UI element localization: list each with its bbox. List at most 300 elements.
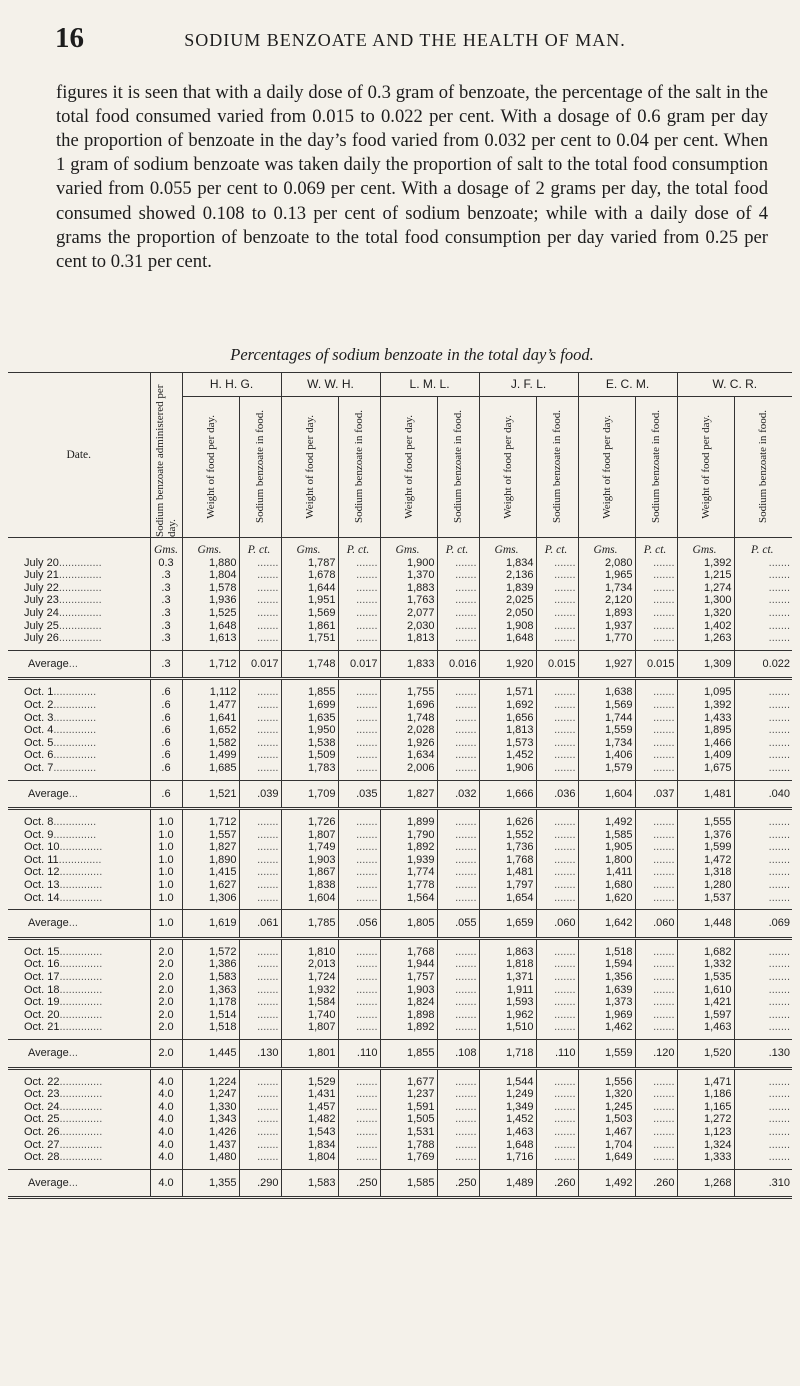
dot-leader: ....... (257, 841, 279, 854)
weight-cell: 1,678 (281, 569, 338, 582)
average-weight: 1,659 (479, 910, 536, 939)
percent-cell-empty (338, 829, 380, 842)
percent-cell-empty (635, 1021, 677, 1039)
date-value: Oct. 5 (24, 736, 54, 749)
dot-leader: ....... (554, 711, 576, 724)
average-percent: .120 (635, 1040, 677, 1069)
dot-leader: ....... (455, 983, 477, 996)
weight-cell: 1,518 (182, 1021, 239, 1039)
average-weight: 1,309 (677, 650, 734, 679)
weight-cell: 1,514 (182, 1009, 239, 1022)
dot-leader: ....... (257, 556, 279, 569)
dot-leader: ....... (455, 1075, 477, 1088)
percent-cell-empty (536, 607, 578, 620)
weight-cell: 1,692 (479, 699, 536, 712)
dot-leader: ....... (554, 724, 576, 737)
dot-leader: .............. (59, 1100, 103, 1113)
dot-leader: ....... (356, 686, 378, 699)
average-percent: 0.015 (536, 650, 578, 679)
percent-cell-empty (437, 724, 479, 737)
dot-leader: ....... (554, 828, 576, 841)
percent-cell-empty (734, 996, 792, 1009)
weight-cell: 1,599 (677, 841, 734, 854)
weight-header (281, 397, 338, 538)
weight-cell: 1,768 (380, 938, 437, 958)
dot-leader: ....... (356, 1125, 378, 1138)
dot-leader: ....... (653, 1088, 675, 1101)
dot-leader: ....... (554, 1008, 576, 1021)
dose-cell: 1.0 (150, 809, 182, 829)
date-value: Oct. 19 (24, 996, 60, 1009)
dot-leader: ....... (554, 958, 576, 971)
percent-cell-empty (635, 569, 677, 582)
header-row-subjects (8, 373, 792, 397)
dot-leader: .............. (59, 866, 103, 879)
percent-cell-empty (338, 679, 380, 699)
percent-cell-empty (635, 1101, 677, 1114)
dot-leader: ....... (356, 958, 378, 971)
percent-cell-empty (239, 879, 281, 892)
dot-leader: ....... (257, 686, 279, 699)
dot-leader: ....... (455, 828, 477, 841)
weight-cell: 1,544 (479, 1068, 536, 1088)
dot-leader: .............. (59, 945, 103, 958)
weight-cell: 1,356 (578, 971, 635, 984)
average-weight: 1,748 (281, 650, 338, 679)
dose-cell: 4.0 (150, 1088, 182, 1101)
weight-header-label: Weight of food per day. (501, 415, 514, 519)
date-cell (8, 1151, 150, 1169)
percent-cell-empty (338, 1021, 380, 1039)
benzoate-header-label: Sodium benzoate in food. (757, 410, 770, 524)
dot-leader: ....... (768, 853, 791, 866)
percent-cell-empty (239, 679, 281, 699)
dot-leader: .............. (59, 1008, 103, 1021)
dot-leader: ....... (356, 619, 378, 632)
table-row (8, 1113, 792, 1126)
dot-leader: ....... (653, 594, 675, 607)
percent-cell-empty (338, 971, 380, 984)
average-percent: .110 (536, 1040, 578, 1069)
percent-cell-empty (239, 1021, 281, 1039)
weight-cell: 1,824 (380, 996, 437, 1009)
date-value: Oct. 3 (24, 711, 54, 724)
dot-leader: ....... (768, 1138, 791, 1151)
dot-leader: ....... (768, 816, 791, 829)
weight-cell: 1,376 (677, 829, 734, 842)
percent-cell-empty (734, 749, 792, 762)
weight-cell: 1,797 (479, 879, 536, 892)
dot-leader: ....... (554, 606, 576, 619)
dot-leader: ....... (653, 866, 675, 879)
dot-leader: ....... (257, 619, 279, 632)
weight-cell: 1,591 (380, 1101, 437, 1114)
weight-cell: 1,499 (182, 749, 239, 762)
dot-leader: ....... (356, 569, 378, 582)
weight-cell: 1,363 (182, 984, 239, 997)
weight-cell: 1,903 (380, 984, 437, 997)
dot-leader: ....... (653, 711, 675, 724)
percent-cell-empty (338, 632, 380, 650)
weight-cell: 1,716 (479, 1151, 536, 1169)
date-cell (8, 866, 150, 879)
percent-cell-empty (338, 582, 380, 595)
weight-cell: 1,783 (281, 762, 338, 780)
percent-cell-empty (734, 1126, 792, 1139)
dot-leader: ....... (768, 632, 791, 645)
weight-cell: 1,649 (578, 1151, 635, 1169)
average-weight: 1,492 (578, 1169, 635, 1198)
dot-leader: ....... (768, 958, 791, 971)
dot-leader: ....... (768, 581, 791, 594)
average-weight: 1,583 (281, 1169, 338, 1198)
percent-cell-empty (635, 699, 677, 712)
dot-leader: ....... (356, 632, 378, 645)
dot-leader: ....... (257, 971, 279, 984)
dot-leader: ....... (554, 983, 576, 996)
weight-cell: 1,944 (380, 958, 437, 971)
weight-cell: 1,333 (677, 1151, 734, 1169)
average-dose: .3 (150, 650, 182, 679)
weight-cell: 1,867 (281, 866, 338, 879)
weight-cell: 1,804 (281, 1151, 338, 1169)
dot-leader: .............. (59, 971, 103, 984)
weight-cell: 1,402 (677, 620, 734, 633)
average-weight: 1,481 (677, 780, 734, 809)
percent-cell-empty (239, 892, 281, 910)
weight-cell: 1,320 (578, 1088, 635, 1101)
percent-cell-empty (635, 762, 677, 780)
dot-leader: ....... (653, 828, 675, 841)
weight-cell: 1,734 (578, 737, 635, 750)
dot-leader: ....... (455, 632, 477, 645)
dot-leader: ....... (653, 619, 675, 632)
average-label: Average (28, 657, 69, 670)
percent-cell-empty (635, 809, 677, 829)
date-cell (8, 679, 150, 699)
weight-cell: 1,215 (677, 569, 734, 582)
average-percent: .056 (338, 910, 380, 939)
dot-leader: ....... (257, 1125, 279, 1138)
dot-leader: ....... (554, 594, 576, 607)
percent-cell-empty (239, 712, 281, 725)
weight-cell: 1,813 (380, 632, 437, 650)
date-cell (8, 841, 150, 854)
average-label-cell (8, 910, 150, 939)
dot-leader: .............. (58, 569, 102, 582)
weight-cell: 1,272 (677, 1113, 734, 1126)
benzoate-header-label: Sodium benzoate in food. (650, 410, 663, 524)
benzoate-header (734, 397, 792, 538)
dot-leader: ....... (768, 711, 791, 724)
percent-cell-empty (338, 854, 380, 867)
percent-cell-empty (437, 1009, 479, 1022)
weight-cell: 2,025 (479, 594, 536, 607)
weight-cell: 1,648 (479, 1139, 536, 1152)
dot-leader: .............. (53, 711, 97, 724)
dot-leader: ....... (768, 1088, 791, 1101)
percent-cell-empty (536, 749, 578, 762)
dose-cell: 1.0 (150, 879, 182, 892)
dot-leader: ....... (653, 983, 675, 996)
weight-header-label: Weight of food per day. (402, 415, 415, 519)
dot-leader: ....... (356, 749, 378, 762)
page-header (55, 22, 755, 58)
dot-leader: ....... (653, 996, 675, 1009)
percent-cell-empty (437, 1113, 479, 1126)
dose-cell: 2.0 (150, 1009, 182, 1022)
percent-cell-empty (437, 594, 479, 607)
weight-cell: 1,300 (677, 594, 734, 607)
percent-cell-empty (734, 971, 792, 984)
dot-leader: ....... (653, 1021, 675, 1034)
date-value: July 22 (24, 581, 59, 594)
weight-cell: 1,757 (380, 971, 437, 984)
weight-cell: 1,962 (479, 1009, 536, 1022)
weight-cell: 1,807 (281, 1021, 338, 1039)
percent-cell-empty (635, 557, 677, 570)
weight-cell: 1,529 (281, 1068, 338, 1088)
date-value: July 20 (24, 556, 59, 569)
weight-cell: 1,880 (182, 557, 239, 570)
weight-cell: 1,525 (182, 607, 239, 620)
dot-leader: ....... (356, 1151, 378, 1164)
average-weight: 1,927 (578, 650, 635, 679)
dot-leader: ....... (257, 724, 279, 737)
date-cell (8, 607, 150, 620)
dot-leader: ....... (455, 724, 477, 737)
average-weight: 1,801 (281, 1040, 338, 1069)
percent-cell-empty (536, 971, 578, 984)
weight-cell: 1,699 (281, 699, 338, 712)
dot-leader: ....... (455, 1021, 477, 1034)
average-percent: 0.016 (437, 650, 479, 679)
dot-leader: ....... (768, 1100, 791, 1113)
dot-leader: ....... (768, 606, 791, 619)
dot-leader: ....... (554, 866, 576, 879)
dose-cell: 4.0 (150, 1068, 182, 1088)
average-percent: .061 (239, 910, 281, 939)
date-value: Oct. 2 (24, 698, 54, 711)
weight-cell: 1,371 (479, 971, 536, 984)
percent-cell-empty (338, 1101, 380, 1114)
weight-cell: 1,583 (182, 971, 239, 984)
percent-cell-empty (437, 892, 479, 910)
units-date-cell (8, 538, 150, 557)
weight-cell: 2,077 (380, 607, 437, 620)
percent-cell-empty (635, 1009, 677, 1022)
percent-cell-empty (536, 1088, 578, 1101)
percent-cell-empty (536, 557, 578, 570)
average-dose: 4.0 (150, 1169, 182, 1198)
weight-cell: 1,838 (281, 879, 338, 892)
date-value: Oct. 12 (24, 866, 60, 879)
table-row (8, 1101, 792, 1114)
weight-cell: 1,569 (578, 699, 635, 712)
weight-cell: 1,627 (182, 879, 239, 892)
weight-cell: 1,349 (479, 1101, 536, 1114)
percent-cell-empty (338, 879, 380, 892)
table-row (8, 1139, 792, 1152)
weight-cell: 1,790 (380, 829, 437, 842)
percent-cell-empty (635, 971, 677, 984)
weight-cell: 1,452 (479, 1113, 536, 1126)
table-row (8, 582, 792, 595)
weight-cell: 1,165 (677, 1101, 734, 1114)
weight-cell: 1,677 (380, 1068, 437, 1088)
dot-leader: .............. (53, 828, 97, 841)
weight-header (578, 397, 635, 538)
dot-leader: ....... (653, 569, 675, 582)
percent-cell-empty (338, 569, 380, 582)
average-percent: .260 (536, 1169, 578, 1198)
percent-cell-empty (239, 632, 281, 650)
dot-leader: ....... (653, 761, 675, 774)
date-cell (8, 938, 150, 958)
average-percent: 0.015 (635, 650, 677, 679)
percent-cell-empty (734, 866, 792, 879)
dot-leader: ....... (356, 828, 378, 841)
dot-leader: ....... (356, 996, 378, 1009)
table-row (8, 866, 792, 879)
table-row (8, 809, 792, 829)
percent-cell-empty (734, 557, 792, 570)
average-percent: .130 (239, 1040, 281, 1069)
percent-cell-empty (338, 749, 380, 762)
average-weight: 1,268 (677, 1169, 734, 1198)
weight-cell: 1,883 (380, 582, 437, 595)
dot-leader: ....... (257, 569, 279, 582)
weight-cell: 1,604 (281, 892, 338, 910)
dot-leader: ....... (356, 1021, 378, 1034)
dot-leader: ....... (455, 619, 477, 632)
weight-cell: 1,123 (677, 1126, 734, 1139)
weight-cell: 1,462 (578, 1021, 635, 1039)
date-value: Oct. 6 (24, 749, 54, 762)
weight-cell: 1,415 (182, 866, 239, 879)
weight-cell: 2,006 (380, 762, 437, 780)
weight-cell: 1,509 (281, 749, 338, 762)
dot-leader: ....... (257, 1075, 279, 1088)
percent-cell-empty (734, 829, 792, 842)
dose-cell: 1.0 (150, 892, 182, 910)
percent-cell-empty (239, 866, 281, 879)
percent-cell-empty (536, 1021, 578, 1039)
weight-cell: 1,906 (479, 762, 536, 780)
weight-cell: 1,969 (578, 1009, 635, 1022)
percent-cell-empty (239, 854, 281, 867)
average-percent: .060 (536, 910, 578, 939)
percent-cell-empty (635, 854, 677, 867)
weight-cell: 1,481 (479, 866, 536, 879)
weight-cell: 1,911 (479, 984, 536, 997)
percent-cell-empty (536, 892, 578, 910)
percent-cell-empty (734, 1068, 792, 1088)
dose-cell: 4.0 (150, 1113, 182, 1126)
dot-leader: ....... (257, 1100, 279, 1113)
dot-leader: ....... (768, 619, 791, 632)
dot-leader: ....... (554, 996, 576, 1009)
percent-cell-empty (239, 569, 281, 582)
dot-leader: ....... (257, 761, 279, 774)
percent-cell-empty (437, 679, 479, 699)
percent-cell-empty (437, 607, 479, 620)
dot-leader: ....... (257, 632, 279, 645)
percent-cell-empty (734, 632, 792, 650)
dose-cell: .6 (150, 679, 182, 699)
dot-leader: ....... (554, 1138, 576, 1151)
average-weight: 1,827 (380, 780, 437, 809)
percent-cell-empty (536, 1009, 578, 1022)
percent-cell-empty (338, 809, 380, 829)
percent-cell-empty (734, 1139, 792, 1152)
dot-leader: ....... (768, 1125, 791, 1138)
percent-cell-empty (536, 582, 578, 595)
dot-leader: ....... (554, 1088, 576, 1101)
dot-leader: ....... (768, 761, 791, 774)
weight-cell: 1,800 (578, 854, 635, 867)
dot-leader: .............. (59, 958, 103, 971)
percent-cell-empty (536, 679, 578, 699)
weight-cell: 1,324 (677, 1139, 734, 1152)
table-row (8, 1126, 792, 1139)
percent-cell-empty (338, 712, 380, 725)
dot-leader: ....... (653, 1151, 675, 1164)
table-row (8, 879, 792, 892)
weight-cell: 1,892 (380, 841, 437, 854)
dot-leader: ....... (554, 569, 576, 582)
weight-cell: 1,492 (578, 809, 635, 829)
dose-cell: 4.0 (150, 1139, 182, 1152)
dot-leader: ....... (768, 736, 791, 749)
percent-cell-empty (635, 1126, 677, 1139)
date-value: Oct. 23 (24, 1088, 60, 1101)
percent-cell-empty (734, 1009, 792, 1022)
percent-cell-empty (734, 1088, 792, 1101)
weight-cell: 1,937 (578, 620, 635, 633)
weight-cell: 1,585 (578, 829, 635, 842)
percent-cell-empty (635, 879, 677, 892)
dot-leader: ....... (356, 1008, 378, 1021)
percent-cell-empty (536, 699, 578, 712)
average-weight: 1,445 (182, 1040, 239, 1069)
weight-cell: 1,751 (281, 632, 338, 650)
percent-cell-empty (338, 1139, 380, 1152)
percent-cell-empty (635, 1113, 677, 1126)
percent-cell-empty (437, 737, 479, 750)
average-weight: 1,855 (380, 1040, 437, 1069)
subject-header: L. M. L. (380, 373, 479, 397)
percent-cell-empty (536, 620, 578, 633)
percent-cell-empty (338, 699, 380, 712)
percent-cell-empty (437, 958, 479, 971)
date-cell (8, 699, 150, 712)
weight-cell: 1,892 (380, 1021, 437, 1039)
dose-cell: 2.0 (150, 996, 182, 1009)
table-row (8, 699, 792, 712)
weight-cell: 1,770 (578, 632, 635, 650)
percent-cell-empty (239, 1139, 281, 1152)
dot-leader: ....... (455, 686, 477, 699)
weight-cell: 1,778 (380, 879, 437, 892)
percent-cell-empty (734, 724, 792, 737)
percent-cell-empty (536, 632, 578, 650)
percent-cell-empty (734, 620, 792, 633)
average-dose: .6 (150, 780, 182, 809)
weight-cell: 1,095 (677, 679, 734, 699)
dot-leader: .............. (58, 581, 102, 594)
dot-leader: ....... (653, 958, 675, 971)
